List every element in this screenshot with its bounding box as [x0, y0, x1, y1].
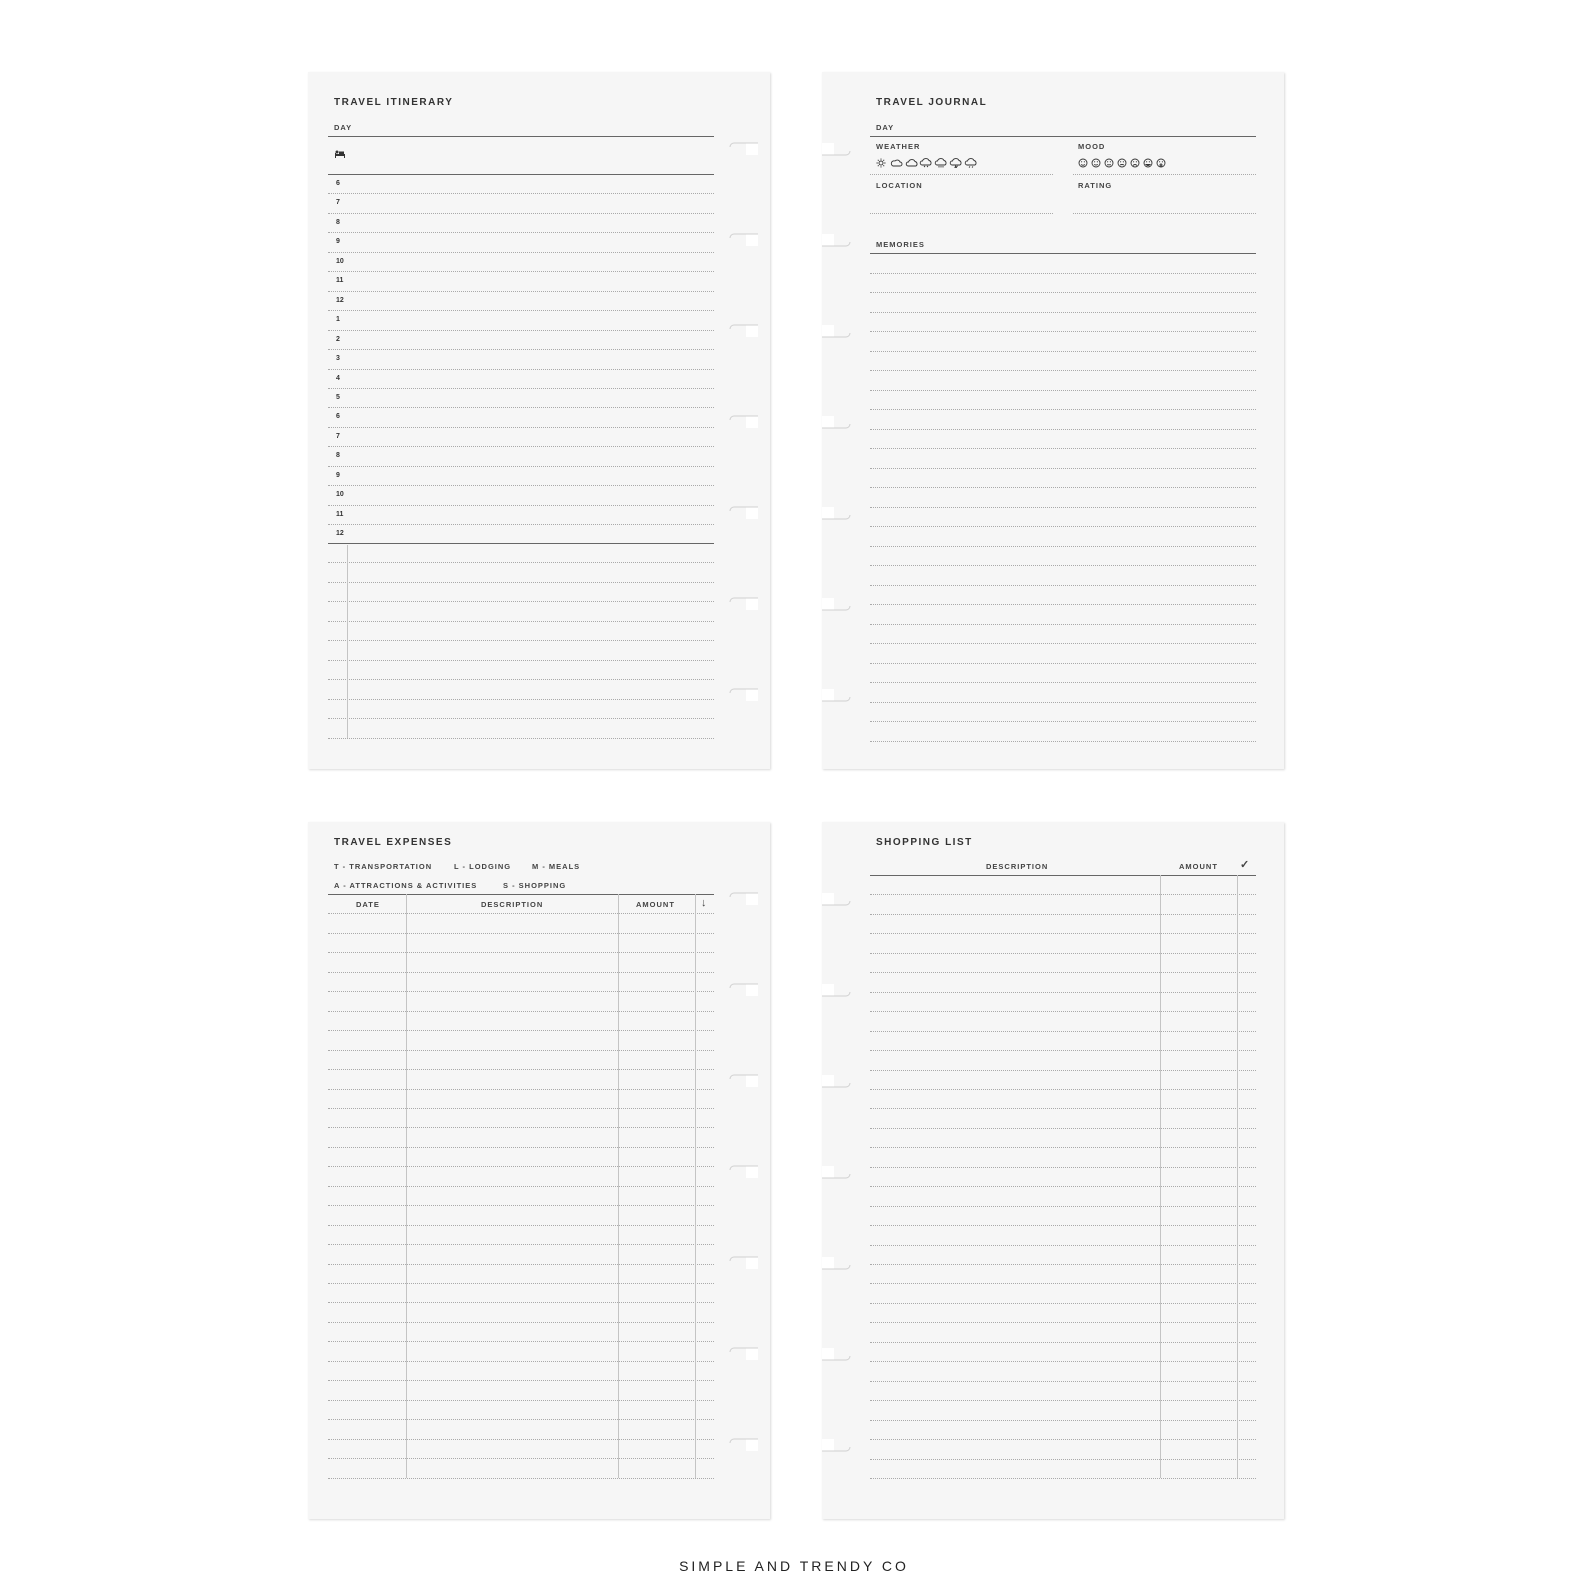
ruled-line	[870, 1070, 1256, 1071]
ruled-line	[328, 991, 714, 992]
ruled-line	[870, 507, 1256, 508]
ruled-line	[328, 1225, 714, 1226]
ruled-line	[870, 933, 1256, 934]
ruled-line	[870, 682, 1256, 683]
column-date: DATE	[356, 900, 380, 909]
ruled-line	[328, 1322, 714, 1323]
binder-hole-icon	[822, 1248, 856, 1278]
binder-hole-icon	[822, 225, 856, 255]
ruled-line	[328, 1166, 714, 1167]
ruled-line	[870, 914, 1256, 915]
ruled-line	[328, 1069, 714, 1070]
binder-hole-icon	[724, 975, 758, 1005]
ruled-line	[870, 643, 1256, 644]
ruled-line	[870, 448, 1256, 449]
ruled-line	[328, 1302, 714, 1303]
ruled-line	[870, 273, 1256, 274]
check-icon: ✓	[1240, 859, 1251, 871]
legend-shopping: S - SHOPPING	[503, 881, 567, 890]
ruled-line	[328, 972, 714, 973]
binder-hole-icon	[822, 1339, 856, 1369]
rating-label: RATING	[1078, 181, 1113, 190]
ruled-line	[870, 1478, 1256, 1479]
ruled-line	[328, 330, 714, 331]
ruled-line	[870, 1167, 1256, 1168]
ruled-line	[870, 1245, 1256, 1246]
binder-hole-icon	[822, 975, 856, 1005]
ruled-line	[328, 718, 714, 719]
ruled-line	[870, 1439, 1256, 1440]
ruled-line	[870, 351, 1256, 352]
ruled-line	[870, 663, 1256, 664]
hour-label: 11	[336, 277, 344, 285]
ruled-line	[328, 310, 714, 311]
ruled-line	[328, 1458, 714, 1459]
mood-icons[interactable]	[1078, 158, 1168, 168]
ruled-line	[328, 582, 714, 583]
ruled-line	[870, 409, 1256, 410]
ruled-line	[870, 1108, 1256, 1109]
legend-attractions: A - ATTRACTIONS & ACTIVITIES	[334, 881, 478, 890]
binder-hole-icon	[822, 316, 856, 346]
legend-transportation: T - TRANSPORTATION	[334, 862, 433, 871]
ruled-line	[870, 1342, 1256, 1343]
hour-label: 9	[336, 238, 340, 246]
ruled-line	[328, 933, 714, 934]
ruled-line	[328, 213, 714, 214]
ruled-line	[328, 1089, 714, 1090]
binder-hole-icon	[724, 498, 758, 528]
binder-hole-icon	[724, 589, 758, 619]
binder-hole-icon	[724, 407, 758, 437]
ruled-line	[870, 429, 1256, 430]
hour-label: 7	[336, 432, 340, 440]
ruled-line	[328, 524, 714, 525]
ruled-line	[328, 427, 714, 428]
ruled-line	[870, 292, 1256, 293]
ruled-line	[328, 699, 714, 700]
ruled-line	[870, 487, 1256, 488]
ruled-line	[870, 331, 1256, 332]
hour-label: 8	[336, 218, 340, 226]
hour-label: 2	[336, 335, 340, 343]
ruled-line	[870, 585, 1256, 586]
ruled-line	[328, 738, 714, 739]
hour-label: 6	[336, 413, 340, 421]
ruled-line	[328, 1380, 714, 1381]
ruled-line	[328, 291, 714, 292]
ruled-line	[328, 1361, 714, 1362]
ruled-line	[870, 992, 1256, 993]
sort-arrow-icon: ↓	[701, 897, 708, 909]
column-description: DESCRIPTION	[481, 900, 544, 909]
hour-label: 9	[336, 471, 340, 479]
ruled-line	[328, 407, 714, 408]
ruled-line	[870, 468, 1256, 469]
hour-label: 10	[336, 491, 344, 499]
ruled-line	[870, 1459, 1256, 1460]
binder-hole-icon	[822, 1157, 856, 1187]
ruled-line	[870, 1361, 1256, 1362]
ruled-line	[328, 601, 714, 602]
binder-hole-icon	[822, 134, 856, 164]
ruled-line	[870, 312, 1256, 313]
ruled-line	[328, 1030, 714, 1031]
hour-label: 8	[336, 452, 340, 460]
ruled-line	[870, 370, 1256, 371]
binder-hole-icon	[724, 884, 758, 914]
brand-footer: SIMPLE AND TRENDY CO	[679, 1558, 909, 1574]
binder-hole-icon	[822, 498, 856, 528]
ruled-line	[870, 1264, 1256, 1265]
ruled-line	[328, 621, 714, 622]
ruled-line	[870, 1128, 1256, 1129]
ruled-line	[328, 466, 714, 467]
binder-hole-icon	[822, 1066, 856, 1096]
binder-hole-icon	[724, 1430, 758, 1460]
binder-hole-icon	[724, 1248, 758, 1278]
ruled-line	[870, 1186, 1256, 1187]
ruled-line	[870, 1050, 1256, 1051]
hour-label: 10	[336, 257, 344, 265]
ruled-line	[328, 446, 714, 447]
ruled-line	[870, 1420, 1256, 1421]
ruled-line	[870, 1147, 1256, 1148]
binder-hole-icon	[822, 1430, 856, 1460]
page-title: TRAVEL EXPENSES	[334, 837, 453, 848]
hour-label: 1	[336, 316, 340, 324]
weather-label: WEATHER	[876, 142, 921, 151]
ruled-line	[328, 1264, 714, 1265]
ruled-line	[328, 562, 714, 563]
ruled-line	[870, 972, 1256, 973]
itinerary-page	[308, 72, 770, 769]
ruled-line	[328, 1108, 714, 1109]
binder-hole-icon	[724, 316, 758, 346]
hour-label: 5	[336, 393, 340, 401]
ruled-line	[870, 526, 1256, 527]
location-label: LOCATION	[876, 181, 923, 190]
day-label: DAY	[334, 123, 353, 132]
ruled-line	[870, 604, 1256, 605]
ruled-line	[870, 894, 1256, 895]
binder-hole-icon	[724, 134, 758, 164]
legend-meals: M - MEALS	[532, 862, 581, 871]
ruled-line	[870, 546, 1256, 547]
ruled-line	[328, 1419, 714, 1420]
ruled-line	[328, 349, 714, 350]
page-title: TRAVEL JOURNAL	[876, 97, 988, 108]
ruled-line	[870, 565, 1256, 566]
ruled-line	[870, 1031, 1256, 1032]
ruled-line	[328, 660, 714, 661]
ruled-line	[328, 952, 714, 953]
page-title: SHOPPING LIST	[876, 837, 973, 848]
ruled-line	[328, 271, 714, 272]
bed-icon	[334, 149, 346, 159]
ruled-line	[870, 1381, 1256, 1382]
hour-label: 6	[336, 180, 340, 187]
ruled-line	[328, 252, 714, 253]
ruled-line	[328, 1186, 714, 1187]
ruled-line	[870, 1303, 1256, 1304]
ruled-line	[870, 953, 1256, 954]
ruled-line	[870, 741, 1256, 742]
ruled-line	[328, 1147, 714, 1148]
ruled-line	[328, 1244, 714, 1245]
binder-hole-icon	[724, 225, 758, 255]
hour-label: 12	[336, 530, 344, 538]
ruled-line	[870, 1206, 1256, 1207]
hour-label: 7	[336, 199, 340, 207]
ruled-line	[328, 485, 714, 486]
legend-lodging: L - LODGING	[454, 862, 512, 871]
ruled-line	[328, 913, 714, 914]
expenses-page	[308, 822, 770, 1519]
binder-hole-icon	[724, 1066, 758, 1096]
ruled-line	[328, 193, 714, 194]
hour-label: 3	[336, 355, 340, 363]
ruled-line	[870, 702, 1256, 703]
binder-hole-icon	[724, 1339, 758, 1369]
column-amount: AMOUNT	[636, 900, 675, 909]
ruled-line	[328, 232, 714, 233]
ruled-line	[870, 1225, 1256, 1226]
page-title: TRAVEL ITINERARY	[334, 97, 454, 108]
journal-page	[822, 72, 1284, 769]
binder-hole-icon	[822, 407, 856, 437]
hour-label: 11	[336, 510, 344, 518]
ruled-line	[870, 1283, 1256, 1284]
day-label: DAY	[876, 123, 895, 132]
ruled-line	[870, 390, 1256, 391]
ruled-line	[870, 1089, 1256, 1090]
ruled-line	[328, 1050, 714, 1051]
weather-icons[interactable]	[876, 158, 978, 168]
binder-hole-icon	[822, 884, 856, 914]
ruled-line	[870, 1011, 1256, 1012]
hour-label: 4	[336, 374, 340, 382]
ruled-line	[328, 1478, 714, 1479]
ruled-line	[870, 1400, 1256, 1401]
ruled-line	[328, 679, 714, 680]
ruled-line	[328, 388, 714, 389]
memories-label: MEMORIES	[876, 240, 925, 249]
shopping-page	[822, 822, 1284, 1519]
ruled-line	[328, 640, 714, 641]
column-amount: AMOUNT	[1179, 862, 1218, 871]
binder-hole-icon	[822, 680, 856, 710]
ruled-line	[328, 1283, 714, 1284]
ruled-line	[328, 1127, 714, 1128]
ruled-line	[328, 1439, 714, 1440]
ruled-line	[328, 369, 714, 370]
ruled-line	[328, 1400, 714, 1401]
column-description: DESCRIPTION	[986, 862, 1049, 871]
ruled-line	[870, 624, 1256, 625]
ruled-line	[870, 721, 1256, 722]
ruled-line	[870, 1322, 1256, 1323]
ruled-line	[328, 505, 714, 506]
hour-label: 12	[336, 296, 344, 304]
binder-hole-icon	[724, 680, 758, 710]
binder-hole-icon	[724, 1157, 758, 1187]
ruled-line	[328, 1205, 714, 1206]
ruled-line	[328, 1011, 714, 1012]
ruled-line	[328, 1341, 714, 1342]
binder-hole-icon	[822, 589, 856, 619]
mood-label: MOOD	[1078, 142, 1106, 151]
